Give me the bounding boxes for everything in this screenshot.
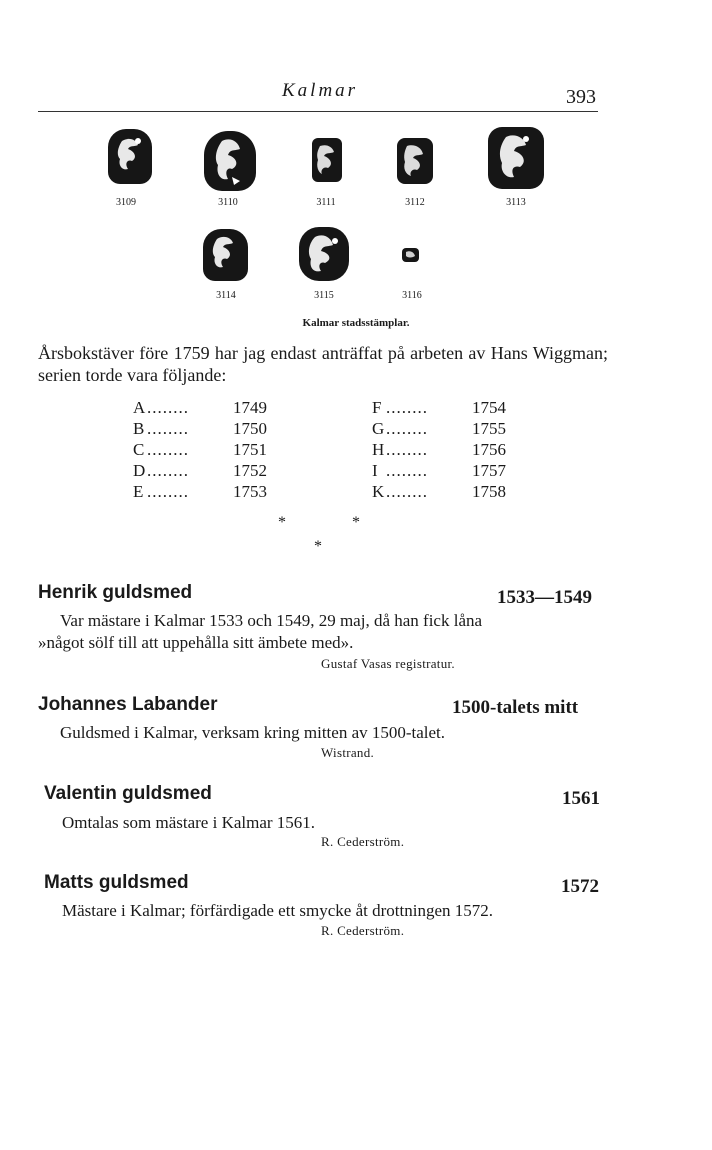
entry-source: R. Cederström. bbox=[321, 834, 405, 849]
leader-dots: ........ bbox=[147, 482, 189, 501]
town-stamp-3112 bbox=[397, 138, 433, 184]
leader-dots: ........ bbox=[147, 419, 189, 438]
asterism-star: * bbox=[278, 514, 286, 531]
leader-dots: ........ bbox=[386, 419, 428, 438]
leader-dots: ........ bbox=[147, 461, 189, 480]
stamp-number-3116: 3116 bbox=[402, 290, 422, 301]
entry-name: Henrik guldsmed bbox=[38, 582, 193, 603]
leader-dots: ........ bbox=[386, 482, 428, 501]
year-value: 1753 bbox=[233, 482, 267, 501]
stamp-number-3109: 3109 bbox=[116, 197, 136, 208]
page-number: 393 bbox=[566, 86, 596, 108]
stamp-number-3111: 3111 bbox=[316, 197, 336, 208]
year-letter: E bbox=[133, 482, 144, 501]
year-letter: C bbox=[133, 440, 145, 459]
entry-source: R. Cederström. bbox=[321, 923, 405, 938]
asterism-star: * bbox=[352, 514, 360, 531]
year-value: 1756 bbox=[472, 440, 506, 459]
leader-dots: ........ bbox=[386, 398, 428, 417]
leader-dots: ........ bbox=[386, 440, 428, 459]
entry-name: Matts guldsmed bbox=[44, 872, 189, 893]
year-letter: G bbox=[372, 419, 385, 438]
entry-text-line: Guldsmed i Kalmar, verksam kring mitten av 1500-talet. bbox=[60, 723, 446, 742]
entry-dates: 1500-talets mitt bbox=[452, 697, 579, 718]
stamp-number-3114: 3114 bbox=[216, 290, 236, 301]
year-value: 1757 bbox=[472, 461, 506, 480]
town-stamp-3110 bbox=[204, 131, 256, 191]
stamp-number-3112: 3112 bbox=[405, 197, 425, 208]
entry-source: Gustaf Vasas registratur. bbox=[321, 656, 455, 671]
year-letter: I bbox=[372, 461, 378, 480]
year-value: 1758 bbox=[472, 482, 506, 501]
year-value: 1750 bbox=[233, 419, 267, 438]
town-stamp-3114 bbox=[203, 229, 248, 281]
year-value: 1755 bbox=[472, 419, 506, 438]
entry-dates: 1561 bbox=[562, 788, 600, 809]
leader-dots: ........ bbox=[147, 440, 189, 459]
leader-dots: ........ bbox=[147, 398, 189, 417]
entry-text-line: Mästare i Kalmar; förfärdigade ett smycke åt drottningen 1572. bbox=[62, 901, 493, 920]
town-stamp-3111 bbox=[312, 138, 342, 182]
entry-dates: 1572 bbox=[561, 876, 599, 897]
town-stamp-3115 bbox=[299, 227, 349, 281]
town-stamp-3109 bbox=[108, 129, 152, 184]
stamp-number-3110: 3110 bbox=[218, 197, 238, 208]
entry-name: Johannes Labander bbox=[38, 694, 218, 715]
year-value: 1752 bbox=[233, 461, 267, 480]
entry-source: Wistrand. bbox=[321, 745, 375, 760]
leader-dots: ........ bbox=[386, 461, 428, 480]
year-letter: H bbox=[372, 440, 385, 459]
entry-text-line: »något sölf till att uppehålla sitt ämbete med». bbox=[38, 633, 354, 652]
stamp-number-3115: 3115 bbox=[314, 290, 334, 301]
year-letter: A bbox=[133, 398, 146, 417]
asterism-star: * bbox=[314, 538, 322, 555]
entry-dates: 1533—1549 bbox=[497, 587, 592, 608]
year-letter: F bbox=[372, 398, 382, 417]
running-head-title: Kalmar bbox=[282, 80, 359, 101]
year-letter: B bbox=[133, 419, 145, 438]
year-value: 1754 bbox=[472, 398, 506, 417]
header-rule bbox=[38, 111, 598, 112]
entry-name: Valentin guldsmed bbox=[44, 783, 212, 804]
town-stamp-3113 bbox=[488, 127, 544, 189]
town-stamp-3116 bbox=[402, 248, 419, 262]
year-letter: D bbox=[133, 461, 146, 480]
intro-paragraph: Årsbokstäver före 1759 har jag endast anträffat på arbeten av Hans Wiggman; serien torde vara följande: bbox=[38, 343, 608, 385]
year-value: 1751 bbox=[233, 440, 267, 459]
year-value: 1749 bbox=[233, 398, 267, 417]
stamps-caption: Kalmar stadsstämplar. bbox=[302, 317, 410, 329]
stamp-number-3113: 3113 bbox=[506, 197, 526, 208]
entry-text-line: Omtalas som mästare i Kalmar 1561. bbox=[62, 813, 316, 832]
entry-text-line: Var mästare i Kalmar 1533 och 1549, 29 maj, då han fick låna bbox=[60, 611, 483, 630]
year-letter: K bbox=[372, 482, 385, 501]
